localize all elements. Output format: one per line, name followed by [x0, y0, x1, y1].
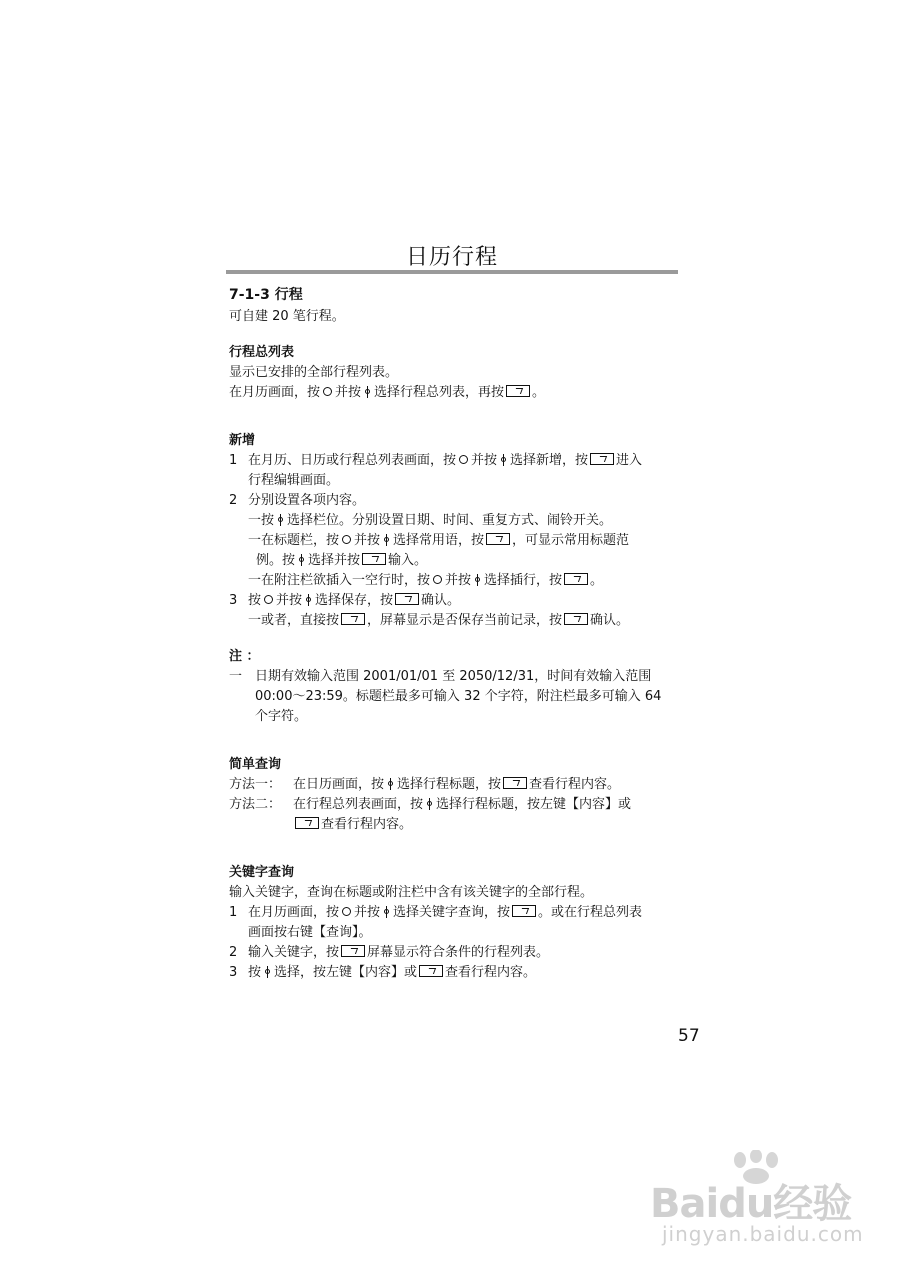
- sub-item: 一在附注栏欲插入一空行时，按 并按 选择插行，按 。: [248, 573, 604, 588]
- circle-key-icon: [342, 535, 351, 544]
- nav-key-icon: [298, 554, 305, 566]
- sub-item-continued: 例。按 选择并按 输入。: [256, 553, 428, 568]
- sub-item: 一在标题栏，按 并按 选择常用语，按 ，可显示常用标题范: [248, 533, 630, 548]
- sub-item: 一按 选择栏位。分别设置日期、时间、重复方式、闹铃开关。: [248, 513, 613, 528]
- list-item: 1 在月历画面，按 并按 选择关键字查询，按 。或在行程总列表: [229, 905, 643, 920]
- note-label: 注 ：: [229, 649, 260, 664]
- method-item: 方法二： 在行程总列表画面，按 选择行程标题，按左键【内容】或: [229, 797, 632, 812]
- watermark: [640, 1150, 870, 1260]
- nav-key-icon: [305, 594, 312, 606]
- list-section-desc: 显示已安排的全部行程列表。: [229, 365, 399, 380]
- confirm-key-icon: [295, 817, 319, 829]
- circle-key-icon: [264, 595, 273, 604]
- note-text-continued: 个字符。: [255, 709, 308, 724]
- confirm-key-icon: [362, 553, 386, 565]
- note-text: 一 日期有效输入范围 2001/01/01 至 2050/12/31，时间有效输入范围: [229, 669, 652, 684]
- watermark-url: jingyan.baidu.com: [662, 1222, 864, 1246]
- list-section-steps: 在月历画面，按 并按 选择行程总列表，再按 。: [229, 385, 546, 400]
- keyword-query-desc: 输入关键字，查询在标题或附注栏中含有该关键字的全部行程。: [229, 885, 594, 900]
- list-item: 1 在月历、日历或行程总列表画面，按 并按 选择新增，按 进入: [229, 453, 643, 468]
- confirm-key-icon: [512, 905, 536, 917]
- confirm-key-icon: [503, 777, 527, 789]
- nav-key-icon: [277, 514, 284, 526]
- intro-text: 可自建 20 笔行程。: [229, 309, 345, 324]
- method-item-continued: 查看行程内容。: [229, 815, 689, 835]
- list-item-continued: 画面按右键【查询】。: [248, 925, 372, 940]
- simple-query-title: 简单查询: [229, 757, 282, 772]
- nav-key-icon: [383, 534, 390, 546]
- sub-item: 一或者，直接按 ，屏幕显示是否保存当前记录，按 确认。: [248, 613, 630, 628]
- circle-key-icon: [323, 387, 332, 396]
- list-item: 2 输入关键字，按 屏幕显示符合条件的行程列表。: [229, 945, 550, 960]
- confirm-key-icon: [419, 965, 443, 977]
- circle-key-icon: [342, 907, 351, 916]
- watermark-brand: Baidu经验: [650, 1181, 852, 1227]
- nav-key-icon: [500, 454, 507, 466]
- list-item: 2 分别设置各项内容。: [229, 493, 366, 508]
- list-item-continued: 行程编辑画面。: [248, 473, 340, 488]
- confirm-key-icon: [395, 593, 419, 605]
- nav-key-icon: [474, 574, 481, 586]
- circle-key-icon: [433, 575, 442, 584]
- page-number: 57: [678, 1026, 700, 1046]
- confirm-key-icon: [486, 533, 510, 545]
- section-heading: 7-1-3 行程: [229, 287, 303, 303]
- list-section-title: 行程总列表: [229, 345, 295, 360]
- note-text-continued: 00:00～23:59。标题栏最多可输入 32 个字符，附注栏最多可输入 64: [255, 689, 662, 704]
- confirm-key-icon: [590, 453, 614, 465]
- nav-key-icon: [364, 386, 371, 398]
- confirm-key-icon: [564, 613, 588, 625]
- keyword-query-title: 关键字查询: [229, 865, 295, 880]
- page-content: [229, 285, 689, 983]
- title-divider: [226, 270, 678, 274]
- list-item: 3 按 并按 选择保存，按 确认。: [229, 593, 461, 608]
- nav-key-icon: [264, 966, 271, 978]
- circle-key-icon: [459, 455, 468, 464]
- confirm-key-icon: [341, 613, 365, 625]
- add-section-title: 新增: [229, 433, 256, 448]
- nav-key-icon: [383, 906, 390, 918]
- method-item: 方法一： 在日历画面，按 选择行程标题，按 查看行程内容。: [229, 777, 621, 792]
- confirm-key-icon: [506, 385, 530, 397]
- nav-key-icon: [387, 778, 394, 790]
- confirm-key-icon: [564, 573, 588, 585]
- page-title: 日历行程: [405, 245, 498, 270]
- nav-key-icon: [426, 798, 433, 810]
- list-item: 3 按 选择，按左键【内容】或 查看行程内容。: [229, 965, 537, 980]
- confirm-key-icon: [341, 945, 365, 957]
